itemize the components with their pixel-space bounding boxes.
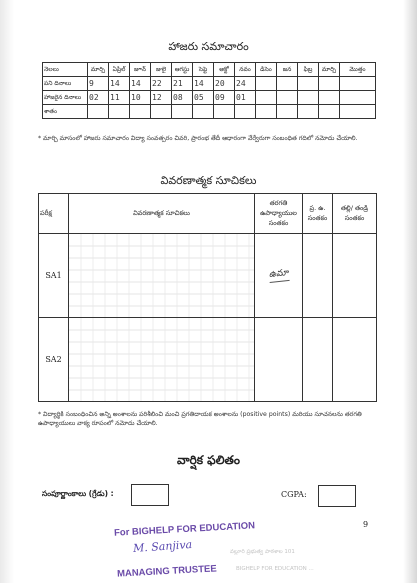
attendance-cell bbox=[340, 91, 376, 105]
attendance-row bbox=[43, 105, 376, 119]
attendance-cell: 14 bbox=[193, 77, 214, 91]
attendance-title: హాజరు సమాచారం bbox=[168, 40, 249, 53]
attendance-cell bbox=[256, 77, 277, 91]
month-header: ఫిబ్ర bbox=[298, 63, 319, 77]
teacher-signature: ఉమా bbox=[268, 268, 289, 283]
indicators-header: వివరణాత్మక సూచికలు bbox=[69, 194, 255, 234]
attendance-cell bbox=[256, 91, 277, 105]
month-header: మార్చి bbox=[319, 63, 340, 77]
attendance-row-label: శాతం bbox=[43, 105, 88, 119]
attendance-table bbox=[42, 62, 376, 119]
month-header: ఆగస్టు bbox=[172, 63, 193, 77]
sa2-teacher-signature-cell bbox=[255, 318, 303, 402]
teacher-sign-header: తరగతి ఉపాధ్యాయుల సంతకం bbox=[255, 194, 303, 234]
sa2-parent-sign-cell bbox=[333, 318, 377, 402]
attendance-cell: 09 bbox=[214, 91, 235, 105]
sa2-indicators-cell bbox=[69, 318, 255, 402]
attendance-row-label: హాజరైన దినాలు bbox=[43, 91, 88, 105]
attendance-row bbox=[43, 77, 376, 91]
descriptive-note: * విద్యార్థికి సంబంధించిన అన్ని అంశాలను పరిశీలించి మంచి ప్రగతిదాయక అంశాలను (positive points) మరియు సూచనలను తరగతి ఉపాధ్యాయులు వాక్య రూపంలో నమోదు చేయాలి. bbox=[38, 411, 362, 427]
attendance-cell bbox=[277, 105, 298, 119]
attendance-cell: 24 bbox=[235, 77, 256, 91]
stamp-org: For BIGHELP FOR EDUCATION bbox=[113, 520, 256, 539]
attendance-cell bbox=[130, 105, 151, 119]
hm-sign-header: ప్ర. ఉ. సంతకం bbox=[303, 194, 333, 234]
attendance-cell bbox=[298, 105, 319, 119]
sa2-hm-sign-cell bbox=[303, 318, 333, 402]
attendance-cell bbox=[298, 91, 319, 105]
attendance-cell: 9 bbox=[88, 77, 109, 91]
attendance-cell: 10 bbox=[130, 91, 151, 105]
sa1-indicators-cell bbox=[69, 234, 255, 318]
sa2-label: SA2 bbox=[39, 318, 69, 402]
bleed-text-2: BIGHELP FOR EDUCATION ... bbox=[236, 566, 314, 572]
attendance-cell bbox=[340, 77, 376, 91]
attendance-cell: 02 bbox=[88, 91, 109, 105]
sa1-label: SA1 bbox=[39, 234, 69, 318]
cgpa-box bbox=[318, 485, 356, 507]
sa1-teacher-signature-cell bbox=[255, 234, 303, 318]
attendance-cell bbox=[109, 105, 130, 119]
attendance-cell: 22 bbox=[151, 77, 172, 91]
attendance-cell: 14 bbox=[130, 77, 151, 91]
month-header: జన bbox=[277, 63, 298, 77]
attendance-cell bbox=[172, 105, 193, 119]
attendance-cell bbox=[151, 105, 172, 119]
month-header: సెప్టె bbox=[193, 63, 214, 77]
sa1-row bbox=[39, 234, 377, 318]
cgpa-label: CGPA: bbox=[281, 490, 307, 499]
attendance-row-label: పని దినాలు bbox=[43, 77, 88, 91]
month-header: జూన్ bbox=[130, 63, 151, 77]
attendance-cell bbox=[193, 105, 214, 119]
attendance-cell bbox=[214, 105, 235, 119]
attendance-cell: 14 bbox=[109, 77, 130, 91]
attendance-cell bbox=[277, 77, 298, 91]
attendance-cell: 12 bbox=[151, 91, 172, 105]
month-header: నెలలు bbox=[43, 63, 88, 77]
attendance-row bbox=[43, 91, 376, 105]
grade-label: సంపూర్ణాంకాలు (గ్రేడు) : bbox=[42, 489, 114, 498]
exam-header: పరీక్ష bbox=[39, 194, 69, 234]
page-number: 9 bbox=[363, 520, 369, 529]
parent-sign-header: తల్లి/ తండ్రి సంతకం bbox=[333, 194, 377, 234]
attendance-cell bbox=[256, 105, 277, 119]
attendance-header-row bbox=[43, 63, 376, 77]
sa2-row bbox=[39, 318, 377, 402]
attendance-cell: 11 bbox=[109, 91, 130, 105]
attendance-cell: 01 bbox=[235, 91, 256, 105]
sa1-hm-sign-cell bbox=[303, 234, 333, 318]
attendance-cell bbox=[88, 105, 109, 119]
attendance-cell bbox=[319, 105, 340, 119]
descriptive-table bbox=[38, 193, 377, 402]
attendance-cell: 20 bbox=[214, 77, 235, 91]
bleed-text-1: వల్లూరి ప్రభుత్వ పాఠశాల 101 bbox=[230, 549, 295, 555]
attendance-cell bbox=[340, 105, 376, 119]
attendance-cell: 21 bbox=[172, 77, 193, 91]
descriptive-title: వివరణాత్మక సూచికలు bbox=[160, 174, 257, 187]
month-header: మార్చి bbox=[88, 63, 109, 77]
attendance-cell bbox=[319, 77, 340, 91]
attendance-cell: 05 bbox=[193, 91, 214, 105]
grade-box bbox=[131, 484, 169, 506]
attendance-note: * మార్చి మాసంలో హాజరు సమాచారం విద్యా సంవత్సరం చివరి, ప్రారంభ తేదీ ఆధారంగా వేర్వేరుగా సంబంధిత గదిలో నమోదు చేయాలి. bbox=[38, 135, 358, 142]
stamp-signature: M. Sanjiva bbox=[132, 537, 193, 556]
month-header: ఏప్రిల్ bbox=[109, 63, 130, 77]
month-header: నవం bbox=[235, 63, 256, 77]
attendance-cell bbox=[319, 91, 340, 105]
attendance-cell bbox=[235, 105, 256, 119]
attendance-cell bbox=[277, 91, 298, 105]
attendance-cell: 08 bbox=[172, 91, 193, 105]
month-header: డిసెం bbox=[256, 63, 277, 77]
month-header: జులై bbox=[151, 63, 172, 77]
stamp-role: MANAGING TRUSTEE bbox=[116, 563, 217, 580]
descriptive-header-row bbox=[39, 194, 377, 234]
attendance-cell bbox=[298, 77, 319, 91]
month-header: అక్టో bbox=[214, 63, 235, 77]
annual-result-title: వార్షిక ఫలితం bbox=[177, 453, 240, 467]
sa1-parent-sign-cell bbox=[333, 234, 377, 318]
month-header: మొత్తం bbox=[340, 63, 376, 77]
